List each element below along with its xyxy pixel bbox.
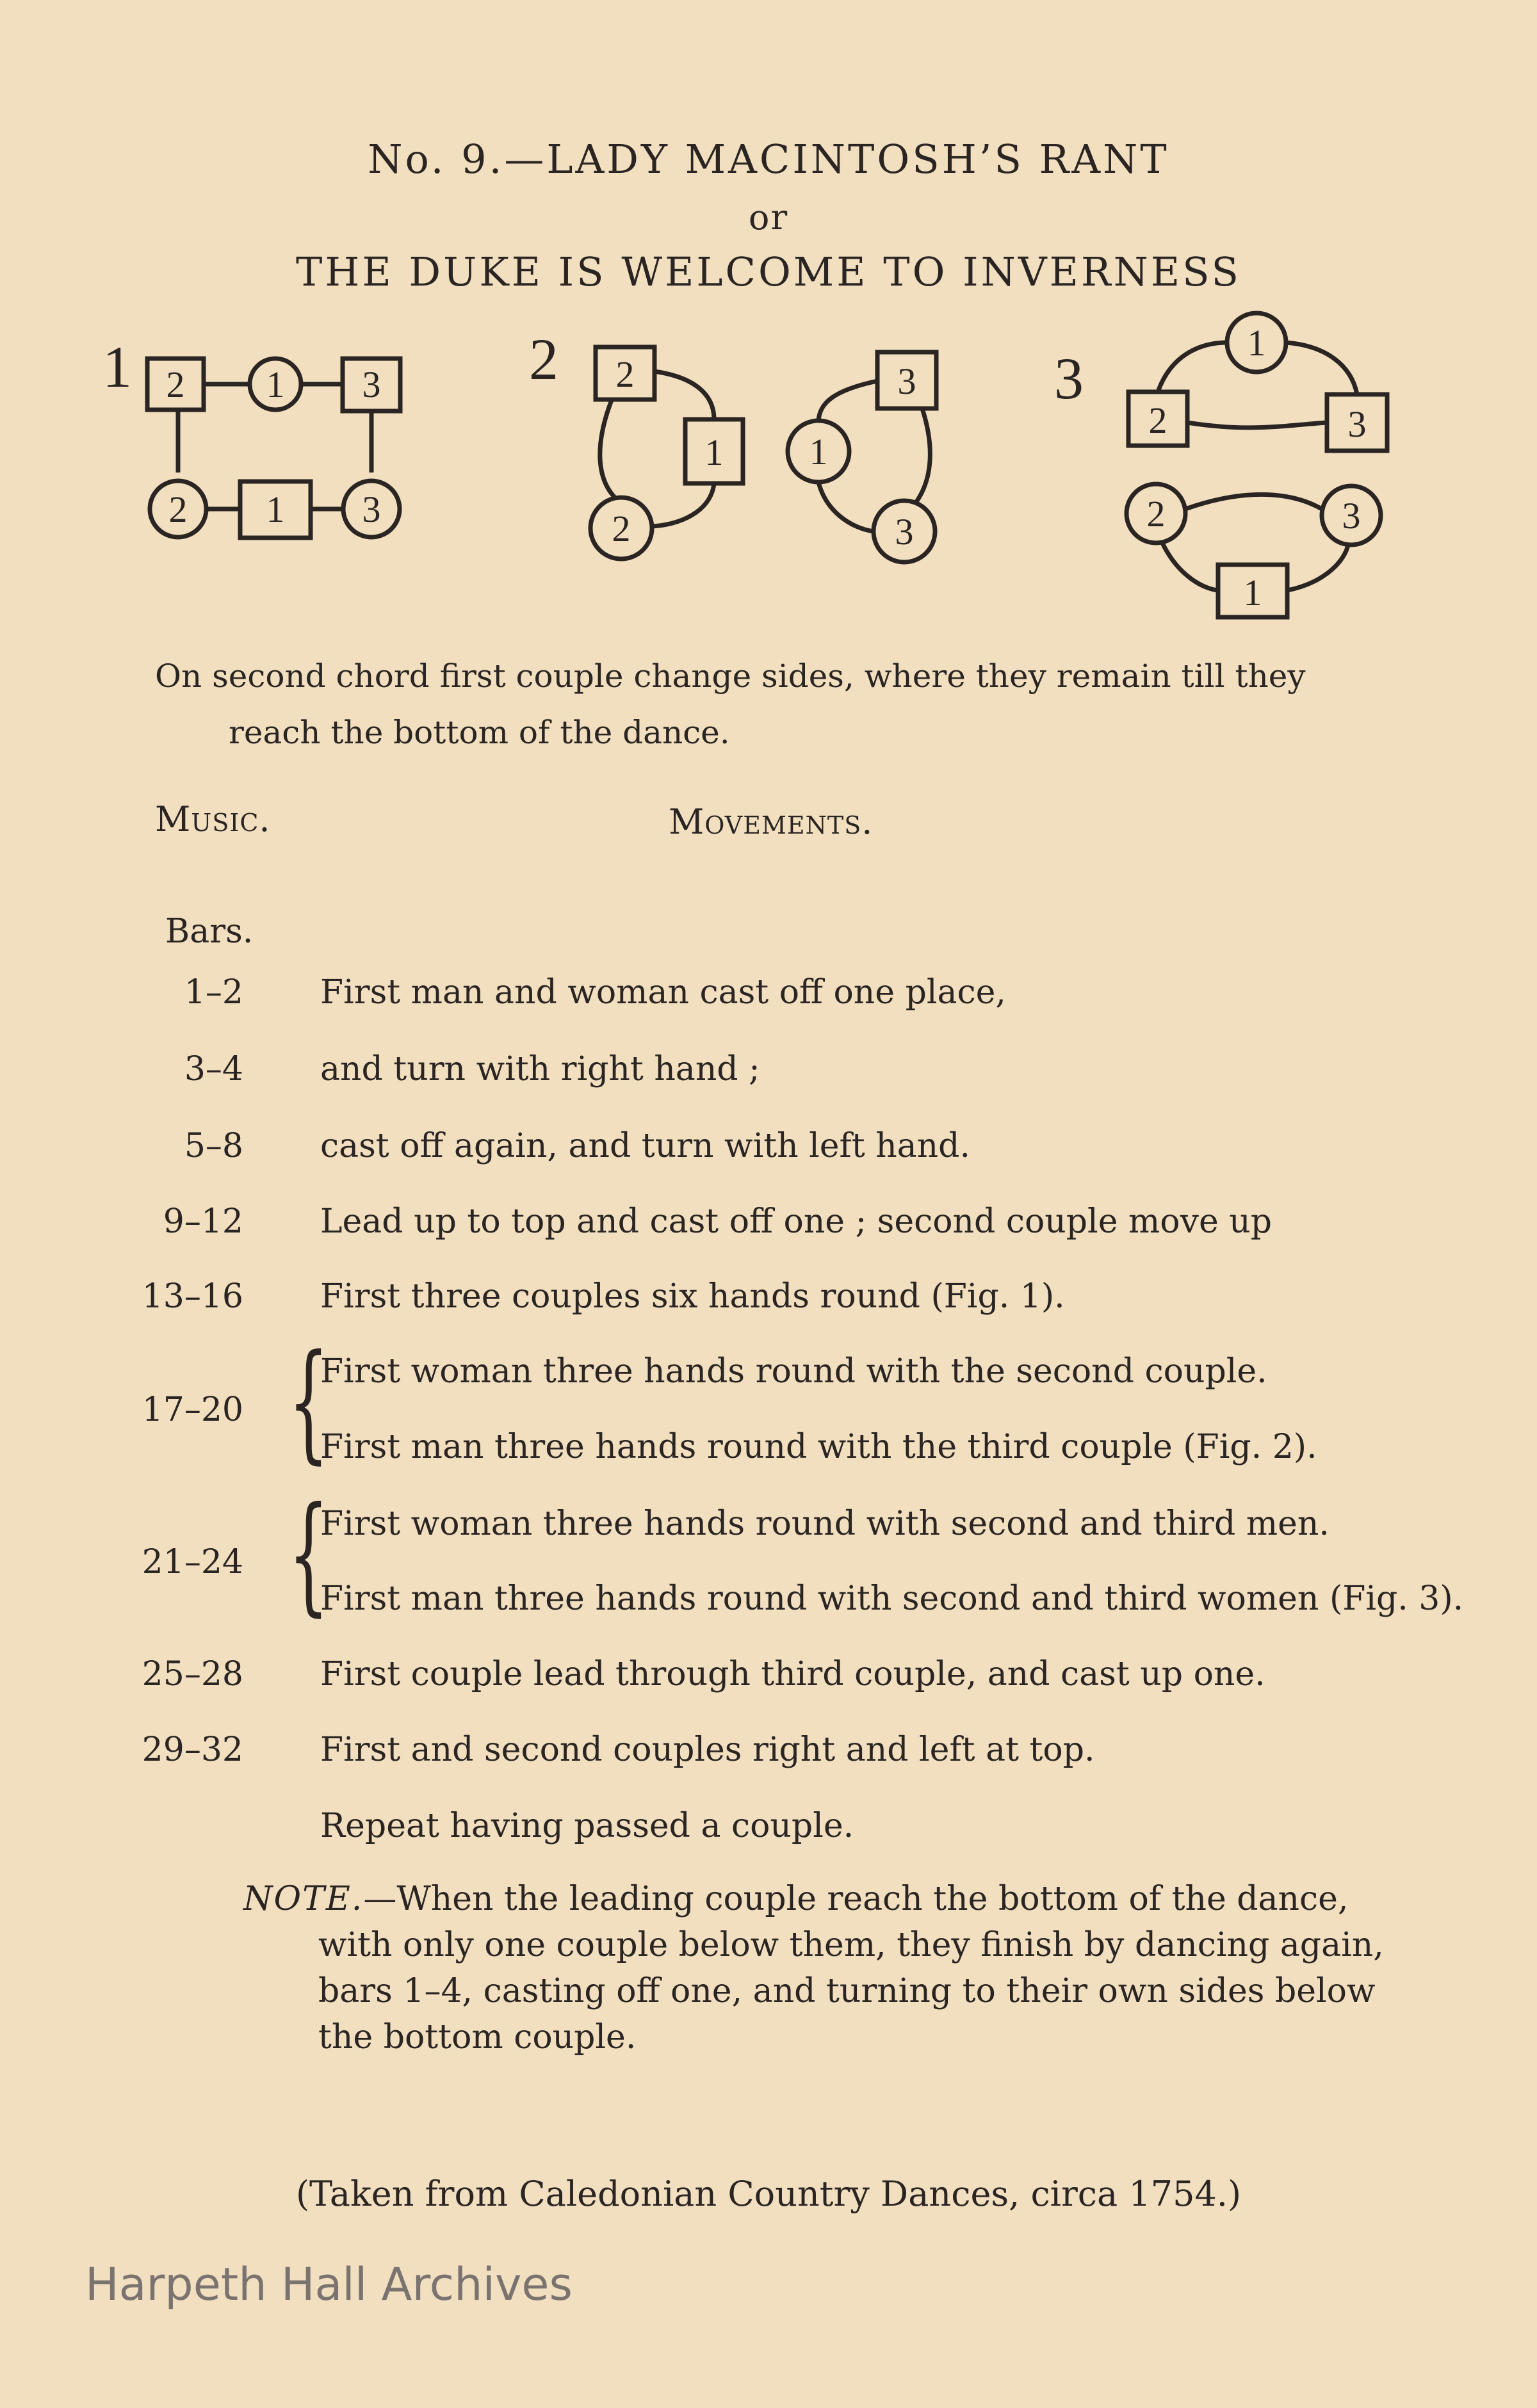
svg-text:2: 2 [1148, 400, 1167, 441]
figure-diagrams [0, 301, 1537, 634]
bar-range: 5–8 [184, 1127, 243, 1165]
svg-text:2: 2 [168, 489, 188, 530]
bar-range: 25–28 [142, 1655, 243, 1693]
figure-2-diagram [590, 347, 936, 562]
note-paragraph [243, 1876, 1390, 2060]
movements-column-header: Movements. [669, 802, 874, 842]
intro-paragraph [155, 648, 1397, 761]
movement-text: First three couples six hands round (Fig. 1). [320, 1277, 1065, 1316]
movement-text: Repeat having passed a couple. [320, 1807, 854, 1845]
figure-diagram-drawings [0, 301, 1537, 634]
intro-line-1: On second chord first couple change sides, where they remain till they [155, 658, 1306, 695]
figure-3-diagram [1126, 313, 1387, 617]
bar-range: 17–20 [142, 1391, 243, 1429]
svg-text:3: 3 [1342, 495, 1361, 537]
svg-text:3: 3 [895, 511, 914, 553]
title-conjunction: or [748, 197, 789, 238]
movement-text: First man three hands round with second and third women (Fig. 3). [320, 1580, 1464, 1618]
movement-text: First and second couples right and left at top. [320, 1731, 1095, 1769]
svg-text:2: 2 [166, 364, 185, 405]
svg-text:1: 1 [1243, 572, 1262, 613]
note-line-3: bars 1–4, casting off one, and turning to their own sides below [318, 1972, 1376, 2010]
figure-1-number: 1 [102, 334, 132, 400]
archive-watermark: Harpeth Hall Archives [85, 2258, 573, 2311]
svg-text:3: 3 [897, 360, 916, 402]
svg-text:3: 3 [362, 489, 381, 530]
movement-text: First couple lead through third couple, and cast up one. [320, 1655, 1265, 1693]
svg-text:2: 2 [612, 508, 631, 549]
bar-range: 1–2 [184, 973, 243, 1012]
svg-text:1: 1 [809, 431, 828, 473]
figure-3-number: 3 [1054, 346, 1084, 411]
note-line-1-text: —When the leading couple reach the bottom of the dance, [363, 1880, 1349, 1918]
movement-text: First man and woman cast off one place, [320, 973, 1006, 1012]
note-line-4: the bottom couple. [318, 2018, 637, 2056]
bar-range: 29–32 [142, 1731, 243, 1769]
intro-line-2: reach the bottom of the dance. [229, 714, 730, 751]
note-line-1 [243, 1880, 1348, 1918]
movement-text: and turn with right hand ; [320, 1050, 760, 1088]
svg-text:1: 1 [1247, 322, 1266, 364]
bars-label: Bars. [165, 912, 254, 951]
dance-title: No. 9.—LADY MACINTOSH’S RANT [368, 136, 1169, 182]
figure-1-diagram [147, 359, 400, 538]
svg-text:3: 3 [362, 364, 381, 405]
movement-text: First woman three hands round with second and third men. [320, 1505, 1330, 1543]
svg-text:1: 1 [266, 364, 285, 405]
note-label: NOTE. [243, 1880, 364, 1918]
bar-range: 3–4 [184, 1050, 243, 1088]
bar-range: 21–24 [142, 1543, 243, 1581]
svg-text:1: 1 [704, 432, 724, 473]
figure-2-number: 2 [529, 327, 558, 392]
movement-text: First man three hands round with the third couple (Fig. 2). [320, 1428, 1317, 1466]
bar-range: 9–12 [163, 1202, 243, 1241]
music-column-header: Music. [155, 799, 271, 839]
svg-text:2: 2 [1146, 493, 1166, 535]
movement-text: cast off again, and turn with left hand. [320, 1127, 970, 1165]
note-line-2: with only one couple below them, they finish by dancing again, [318, 1926, 1384, 1964]
svg-text:2: 2 [615, 353, 635, 395]
svg-text:1: 1 [266, 489, 285, 530]
bar-range: 13–16 [142, 1277, 243, 1316]
source-citation: (Taken from Caledonian Country Dances, circa 1754.) [295, 2174, 1242, 2214]
svg-text:3: 3 [1347, 403, 1367, 445]
movement-text: First woman three hands round with the second couple. [320, 1352, 1267, 1391]
dance-subtitle: THE DUKE IS WELCOME TO INVERNESS [296, 248, 1241, 295]
brace-21-24: { [288, 1480, 329, 1629]
movement-text: Lead up to top and cast off one ; second couple move up [320, 1202, 1273, 1241]
brace-17-20: { [288, 1327, 329, 1476]
